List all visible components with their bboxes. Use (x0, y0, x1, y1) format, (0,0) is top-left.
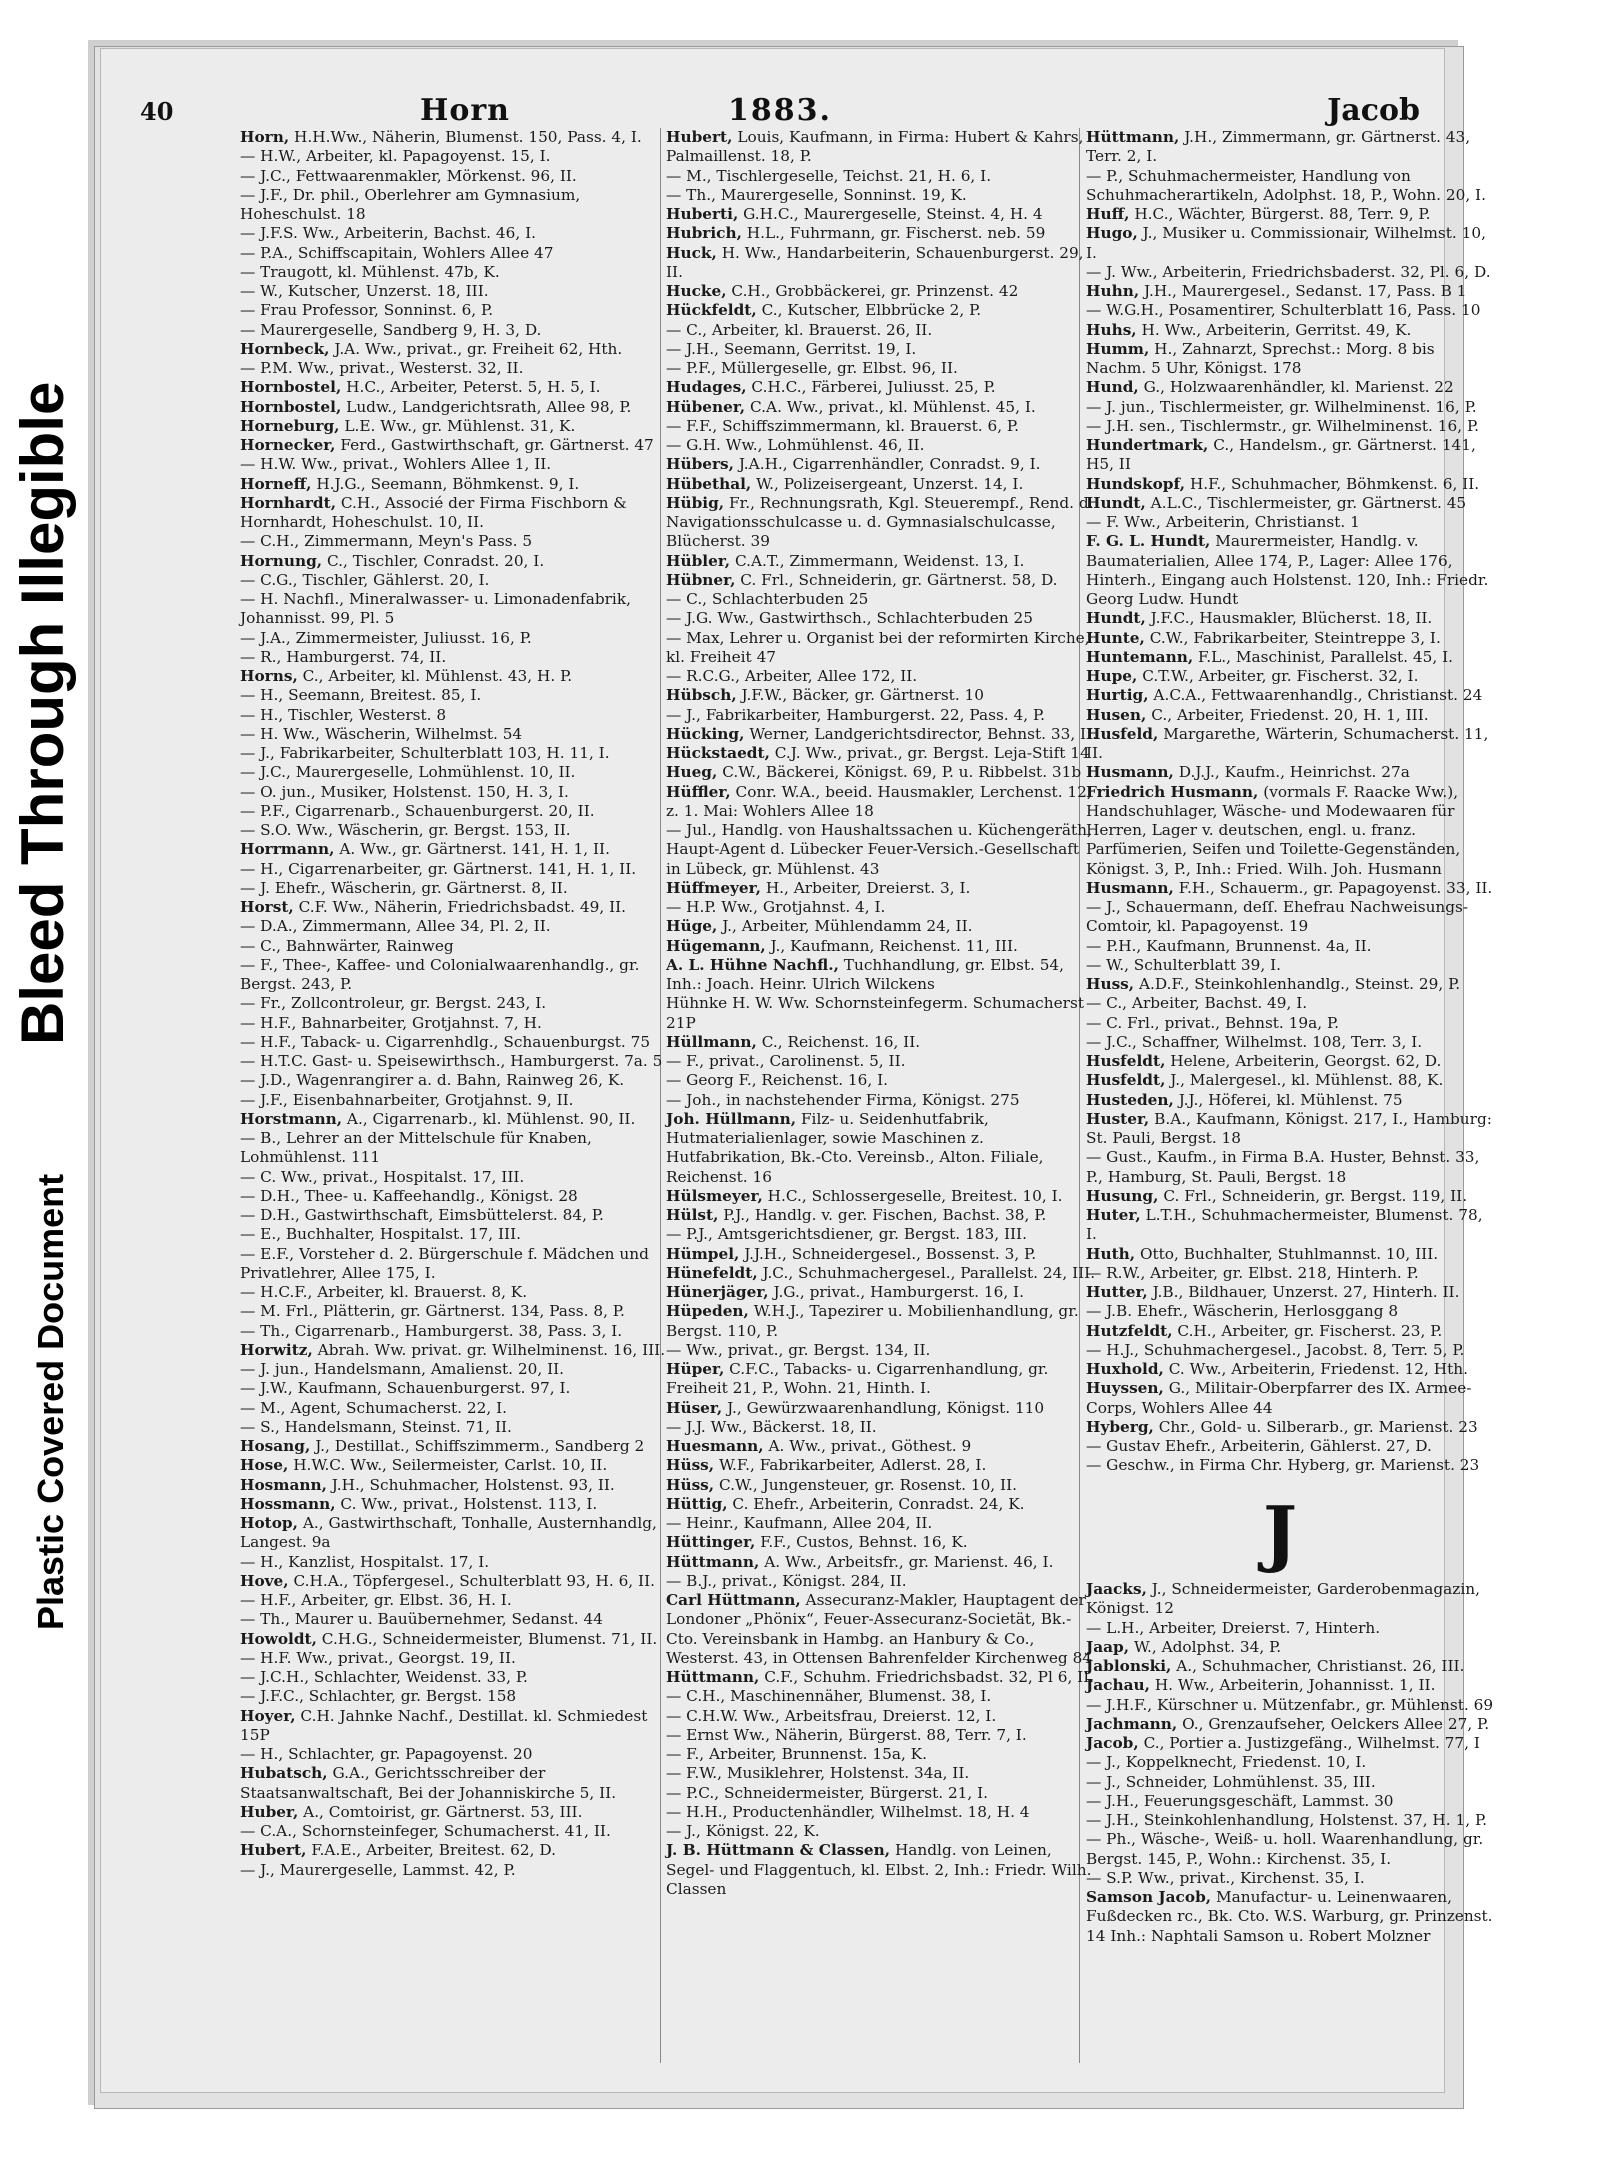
directory-entry: — J.J. Ww., Bäckerst. 18, II. (666, 1417, 877, 1436)
directory-entry: — H.F., Arbeiter, gr. Elbst. 36, H. I. (240, 1591, 512, 1609)
directory-entry: Hückfeldt, C., Kutscher, Elbbrücke 2, P. (666, 301, 982, 320)
directory-entry: — W.G.H., Posamentirer, Schulterblatt 16, Pass. 10 (1086, 301, 1481, 320)
directory-entry: Hyberg, Chr., Gold- u. Silberarb., gr. Marienst. 23 (1086, 1417, 1478, 1436)
directory-entry: — S.O. Ww., Wäscherin, gr. Bergst. 153, II. (240, 821, 571, 839)
directory-entry: Hüge, J., Arbeiter, Mühlendamm 24, II. (666, 917, 973, 936)
directory-entry: Horneff, H.J.G., Seemann, Böhmkenst. 9, I. (240, 474, 580, 493)
directory-entry: — H., Cigarrenarbeiter, gr. Gärtnerst. 141, H. 1, II. (240, 859, 637, 878)
directory-entry: — D.A., Zimmermann, Allee 34, Pl. 2, II. (240, 917, 551, 936)
directory-entry: Huhn, J.H., Maurergesel., Sedanst. 17, Pass. B 1 (1086, 282, 1467, 300)
directory-entry: Hornbeck, J.A. Ww., privat., gr. Freiheit 62, Hth. (240, 339, 623, 358)
left-running-head: Horn (420, 93, 510, 128)
directory-entry: — Gust., Kaufm., in Firma B.A. Huster, Behnst. 33, P., Hamburg, St. Pauli, Bergst. 18 (1086, 1148, 1480, 1186)
directory-entry: Hornbostel, Ludw., Landgerichtsrath, Allee 98, P. (240, 397, 632, 416)
plastic-covered-label: Plastic Covered Document (30, 1173, 71, 1630)
directory-entry: Hübler, C.A.T., Zimmermann, Weidenst. 13, I. (666, 551, 1025, 570)
directory-entry: Joh. Hüllmann, Filz- u. Seidenhutfabrik, Hutmaterialienlager, sowie Maschinen z. Hutfabrikation, Bk.-Cto. Vereinsb., Alton. Filiale, Reichenst. 16 (666, 1109, 1044, 1186)
directory-entry: — W., Schulterblatt 39, I. (1086, 955, 1282, 974)
directory-entry: Hüllmann, C., Reichenst. 16, II. (666, 1032, 921, 1051)
directory-entry: — E.F., Vorsteher d. 2. Bürgerschule f. Mädchen und Privatlehrer, Allee 175, I. (240, 1244, 649, 1282)
directory-entry: — H. Nachfl., Mineralwasser- u. Limonadenfabrik, Johannisst. 99, Pl. 5 (240, 590, 631, 628)
directory-entry: — Fr., Zollcontroleur, gr. Bergst. 243, I. (240, 994, 547, 1013)
directory-entry: — C. Frl., privat., Behnst. 19a, P. (1086, 1013, 1340, 1032)
directory-entry: — L.H., Arbeiter, Dreierst. 7, Hinterh. (1086, 1618, 1381, 1637)
directory-entry: Horstmann, A., Cigarrenarb., kl. Mühlenst. 90, II. (240, 1109, 636, 1128)
directory-entry: — B.J., privat., Königst. 284, II. (666, 1571, 907, 1590)
directory-entry: Hülst, P.J., Handlg. v. ger. Fischen, Bachst. 38, P. (666, 1206, 1047, 1224)
directory-entry: — G.H. Ww., Lohmühlenst. 46, II. (666, 436, 925, 454)
directory-entry: — C.H., Maschinennäher, Blumenst. 38, I. (666, 1687, 992, 1706)
directory-entry: — C., Schlachterbuden 25 (666, 590, 869, 608)
directory-entry: — F., Arbeiter, Brunnenst. 15a, K. (666, 1745, 927, 1763)
directory-entry: — P.F., Müllergeselle, gr. Elbst. 96, II. (666, 359, 958, 377)
directory-entry: — P.J., Amtsgerichtsdiener, gr. Bergst. 183, III. (666, 1225, 1027, 1244)
directory-entry: — C., Bahnwärter, Rainweg (240, 936, 454, 955)
directory-entry: Hübig, Fr., Rechnungsrath, Kgl. Steuerempf., Rend. d. Navigationsschulcasse u. d. Gymnasialschulcasse, Blücherst. 39 (666, 493, 1094, 551)
directory-entry: Hübers, J.A.H., Cigarrenhändler, Conradst. 9, I. (666, 455, 1041, 474)
directory-entry: — P., Schuhmachermeister, Handlung von Schuhmacherartikeln, Adolphst. 18, P., Wohn. 20, I. (1086, 166, 1486, 204)
directory-entry: Hüffmeyer, H., Arbeiter, Dreierst. 3, I. (666, 878, 971, 897)
directory-entry: Huber, A., Comtoirist, gr. Gärtnerst. 53, III. (240, 1802, 583, 1821)
directory-entry: — S.P. Ww., privat., Kirchenst. 35, I. (1086, 1868, 1365, 1887)
directory-entry: Hotop, A., Gastwirthschaft, Tonhalle, Austernhandlg, Langest. 9a (240, 1514, 657, 1552)
directory-entry: — J.F.S. Ww., Arbeiterin, Bachst. 46, I. (240, 224, 536, 243)
directory-entry: — H.J., Schuhmachergesel., Jacobst. 8, Terr. 5, P. (1086, 1340, 1465, 1359)
directory-entry: — J.H. sen., Tischlermstr., gr. Wilhelminenst. 16, P. (1086, 416, 1480, 435)
directory-entry: — Frau Professor, Sonninst. 6, P. (240, 301, 494, 320)
directory-entry: Hübner, C. Frl., Schneiderin, gr. Gärtnerst. 58, D. (666, 570, 1058, 589)
directory-entry: — H.F., Taback- u. Cigarrenhdlg., Schauenburgst. 75 (240, 1032, 651, 1051)
directory-entry: — H.W. Ww., privat., Wohlers Allee 1, II. (240, 455, 552, 474)
directory-entry: — Gustav Ehefr., Arbeiterin, Gählerst. 27, D. (1086, 1437, 1432, 1455)
directory-entry: — D.H., Thee- u. Kaffeehandlg., Königst. 28 (240, 1186, 578, 1205)
year-heading: 1883. (728, 93, 832, 128)
directory-entry: — J., Fabrikarbeiter, Schulterblatt 103, H. 11, I. (240, 744, 610, 762)
directory-entry: Hubatsch, G.A., Gerichtsschreiber der Staatsanwaltschaft, Bei der Johanniskirche 5, II. (240, 1764, 617, 1802)
directory-entry: Huff, H.C., Wächter, Bürgerst. 88, Terr. 9, P. (1086, 205, 1431, 223)
directory-entry: — J.F., Eisenbahnarbeiter, Grotjahnst. 9, II. (240, 1090, 574, 1109)
directory-entry: Hüttig, C. Ehefr., Arbeiterin, Conradst. 24, K. (666, 1494, 1025, 1513)
directory-entry: Hühnke H. W. Ww. Schornsteinfegerm. Schumacherst 21P (666, 994, 1084, 1032)
directory-entry: Huth, Otto, Buchhalter, Stuhlmannst. 10, III. (1086, 1244, 1439, 1263)
directory-entry: Hüser, J., Gewürzwaarenhandlung, Königst. 110 (666, 1398, 1045, 1417)
directory-entry: Huss, A.D.F., Steinkohlenhandlg., Steinst. 29, P. (1086, 975, 1461, 993)
directory-entry: Husfeld, Margarethe, Wärterin, Schumacherst. 11, II. (1086, 724, 1489, 762)
directory-entry: — H., Tischler, Westerst. 8 (240, 705, 447, 724)
directory-entry: — C.A., Schornsteinfeger, Schumacherst. 41, II. (240, 1822, 611, 1840)
directory-entry: — Jul., Handlg. von Haushaltssachen u. Küchengeräth, Haupt-Agent d. Lübecker Feuer-Versich.-Gesellschaft in Lübeck, gr. Mühlenst. 43 (666, 821, 1092, 878)
directory-entry: Hüpeden, W.H.J., Tapezirer u. Mobilienhandlung, gr. Bergst. 110, P. (666, 1302, 1079, 1340)
directory-entry: Hücking, Werner, Landgerichtsdirector, Behnst. 33, II. (666, 724, 1097, 743)
directory-entry: Hove, C.H.A., Töpfergesel., Schulterblatt 93, H. 6, II. (240, 1571, 655, 1590)
directory-entry: — W., Kutscher, Unzerst. 18, III. (240, 282, 489, 300)
directory-column-right (1086, 128, 1496, 1476)
directory-entry: — Traugott, kl. Mühlenst. 47b, K. (240, 262, 500, 281)
directory-entry: — J., Maurergeselle, Lammst. 42, P. (240, 1860, 516, 1879)
directory-entry: — H.C.F., Arbeiter, kl. Brauerst. 8, K. (240, 1283, 528, 1301)
directory-entry: Howoldt, C.H.G., Schneidermeister, Blumenst. 71, II. (240, 1629, 658, 1648)
directory-entry: — M., Tischlergeselle, Teichst. 21, H. 6, I. (666, 166, 992, 185)
directory-entry: — P.H., Kaufmann, Brunnenst. 4a, II. (1086, 936, 1372, 955)
directory-entry: — F., Thee-, Kaffee- und Colonialwaarenhandlg., gr. Bergst. 243, P. (240, 955, 640, 993)
directory-column-left (240, 128, 672, 1880)
directory-entry: — Georg F., Reichenst. 16, I. (666, 1071, 889, 1090)
directory-entry: J. B. Hüttmann & Classen, Handlg. von Leinen, Segel- und Flaggentuch, kl. Elbst. 2, Inh.: Friedr. Wilh. Classen (666, 1841, 1092, 1898)
directory-entry: — M., Agent, Schumacherst. 22, I. (240, 1398, 508, 1417)
directory-entry: — H., Kanzlist, Hospitalst. 17, I. (240, 1552, 490, 1571)
directory-entry: Huntemann, F.L., Maschinist, Parallelst. 45, I. (1086, 647, 1453, 666)
directory-entry: — Heinr., Kaufmann, Allee 204, II. (666, 1514, 933, 1532)
directory-entry: Hubert, Louis, Kaufmann, in Firma: Hubert & Kahrs, Palmaillenst. 18, P. (666, 128, 1084, 166)
directory-entry: — S., Handelsmann, Steinst. 71, II. (240, 1417, 512, 1436)
directory-entry: Husmann, F.H., Schauerm., gr. Papagoyenst. 33, II. (1086, 878, 1493, 897)
directory-entry: Huster, B.A., Kaufmann, Königst. 217, I., Hamburg: St. Pauli, Bergst. 18 (1086, 1109, 1492, 1147)
directory-entry: Jachau, H. Ww., Arbeiterin, Johannisst. 1, II. (1086, 1676, 1436, 1695)
directory-entry: — H.T.C. Gast- u. Speisewirthsch., Hamburgerst. 7a. 5 (240, 1052, 663, 1070)
directory-entry: Hüttmann, A. Ww., Arbeitsfr., gr. Marienst. 46, I. (666, 1552, 1054, 1571)
directory-entry: Husfeldt, J., Malergesel., kl. Mühlenst. 88, K. (1086, 1071, 1444, 1090)
directory-entry: Hoyer, C.H. Jahnke Nachf., Destillat. kl. Schmiedest 15P (240, 1706, 648, 1744)
directory-entry: — C.H.W. Ww., Arbeitsfrau, Dreierst. 12, I. (666, 1706, 997, 1725)
directory-entry: — J.H.F., Kürschner u. Mützenfabr., gr. Mühlenst. 69 (1086, 1695, 1494, 1714)
directory-entry: — F., privat., Carolinenst. 5, II. (666, 1052, 906, 1070)
directory-entry: — J.C.H., Schlachter, Weidenst. 33, P. (240, 1668, 528, 1686)
directory-entry: — H.F. Ww., privat., Georgst. 19, II. (240, 1648, 516, 1667)
directory-entry: Horst, C.F. Ww., Näherin, Friedrichsbadst. 49, II. (240, 898, 627, 916)
directory-entry: Hünerjäger, J.G., privat., Hamburgerst. 16, I. (666, 1283, 1024, 1301)
directory-entry: — C., Arbeiter, kl. Brauerst. 26, II. (666, 320, 933, 339)
directory-entry: — F.W., Musiklehrer, Holstenst. 34a, II. (666, 1764, 970, 1783)
directory-entry: Friedrich Husmann, (vormals F. Raacke Ww.), Handschuhlager, Wäsche- und Modewaaren für Herren, Lager v. deutschen, engl. u. franz. Parfümerien, Seifen und Toilette-Gegenständen, Königst. 3, P., Inh.: Fried. Wilh. Joh. Husmann (1086, 782, 1461, 878)
directory-entry: Hutter, J.B., Bildhauer, Unzerst. 27, Hinterh. II. (1086, 1283, 1460, 1301)
directory-entry: Horneburg, L.E. Ww., gr. Mühlenst. 31, K. (240, 416, 576, 435)
directory-entry: — J., Schneider, Lohmühlenst. 35, III. (1086, 1772, 1376, 1791)
directory-entry: — J.B. Ehefr., Wäscherin, Herlosggang 8 (1086, 1302, 1399, 1321)
directory-entry: Hunte, C.W., Fabrikarbeiter, Steintreppe 3, I. (1086, 628, 1441, 647)
directory-entry: Husen, C., Arbeiter, Friedenst. 20, H. 1, III. (1086, 705, 1429, 724)
directory-entry: — C.G., Tischler, Gählerst. 20, I. (240, 570, 490, 589)
directory-entry: Hüttmann, J.H., Zimmermann, gr. Gärtnerst. 43, Terr. 2, I. (1086, 128, 1471, 166)
directory-entry: Hugo, J., Musiker u. Commissionair, Wilhelmst. 10, I. (1086, 224, 1486, 262)
directory-entry: Hose, H.W.C. Ww., Seilermeister, Carlst. 10, II. (240, 1456, 608, 1475)
directory-entry: Hucke, C.H., Grobbäckerei, gr. Prinzenst. 42 (666, 282, 1019, 300)
directory-entry: Hosang, J., Destillat., Schiffszimmerm., Sandberg 2 (240, 1437, 645, 1455)
directory-entry: — Th., Maurergeselle, Sonninst. 19, K. (666, 185, 967, 204)
directory-entry: — Th., Maurer u. Bauübernehmer, Sedanst. 44 (240, 1610, 603, 1629)
directory-entry: Horns, C., Arbeiter, kl. Mühlenst. 43, H. P. (240, 667, 573, 685)
scan-label-sidebar (0, 0, 95, 2177)
directory-entry: Hossmann, C. Ww., privat., Holstenst. 113, I. (240, 1494, 598, 1513)
directory-entry: — C. Ww., privat., Hospitalst. 17, III. (240, 1167, 525, 1186)
directory-entry: — H.F., Bahnarbeiter, Grotjahnst. 7, H. (240, 1013, 542, 1032)
directory-entry: — J., Fabrikarbeiter, Hamburgerst. 22, Pass. 4, P. (666, 705, 1046, 724)
directory-entry: — E., Buchhalter, Hospitalst. 17, III. (240, 1225, 521, 1244)
directory-entry: Hückstaedt, C.J. Ww., privat., gr. Bergst. Leja-Stift 14 (666, 744, 1090, 762)
directory-entry: — J.C., Fettwaarenmakler, Mörkenst. 96, II. (240, 166, 577, 185)
directory-entry: — B., Lehrer an der Mittelschule für Knaben, Lohmühlenst. 111 (240, 1129, 592, 1167)
directory-entry: Horwitz, Abrah. Ww. privat. gr. Wilhelminenst. 16, III. (240, 1340, 666, 1359)
directory-entry: — J.H., Seemann, Gerritst. 19, I. (666, 339, 917, 358)
directory-entry: — J., Koppelknecht, Friedenst. 10, I. (1086, 1753, 1367, 1772)
directory-entry: — H.P. Ww., Grotjahnst. 4, I. (666, 898, 886, 916)
directory-entry: Husfeldt, Helene, Arbeiterin, Georgst. 62, D. (1086, 1052, 1442, 1070)
directory-entry: Hundt, J.F.C., Hausmakler, Blücherst. 18, II. (1086, 609, 1433, 628)
directory-entry: Jacob, C., Portier a. Justizgefäng., Wilhelmst. 77, I (1086, 1734, 1480, 1752)
directory-entry: Hünefeldt, J.C., Schuhmachergesel., Parallelst. 24, III. (666, 1263, 1096, 1282)
directory-entry: Hubrich, H.L., Fuhrmann, gr. Fischerst. neb. 59 (666, 224, 1046, 243)
directory-entry: — H., Seemann, Breitest. 85, I. (240, 686, 482, 705)
directory-entry: Hundertmark, C., Handelsm., gr. Gärtnerst. 141, H5, II (1086, 436, 1476, 474)
directory-entry: Huesmann, A. Ww., privat., Göthest. 9 (666, 1437, 972, 1455)
directory-entry: — F. Ww., Arbeiterin, Christianst. 1 (1086, 513, 1360, 531)
directory-entry: — F.F., Schiffszimmermann, kl. Brauerst. 6, P. (666, 416, 1019, 435)
directory-entry: — Joh., in nachstehender Firma, Königst. 275 (666, 1090, 1020, 1109)
directory-entry: Hubert, F.A.E., Arbeiter, Breitest. 62, D. (240, 1841, 556, 1860)
directory-entry: — H.H., Productenhändler, Wilhelmst. 18, H. 4 (666, 1802, 1030, 1821)
directory-entry: — H., Schlachter, gr. Papagoyenst. 20 (240, 1745, 533, 1763)
directory-entry: Hundskopf, H.F., Schuhmacher, Böhmkenst. 6, II. (1086, 474, 1480, 493)
directory-entry: — J. Ehefr., Wäscherin, gr. Gärtnerst. 8, II. (240, 878, 568, 897)
directory-entry: — Geschw., in Firma Chr. Hyberg, gr. Marienst. 23 (1086, 1456, 1480, 1475)
directory-entry: — Ernst Ww., Näherin, Bürgerst. 88, Terr. 7, I. (666, 1725, 1027, 1744)
directory-entry: Carl Hüttmann, Assecuranz-Makler, Hauptagent der Londoner „Phönix“, Feuer-Assecuranz-Societät, Bk.-Cto. Vereinsbank in Hambg. an Hanbury & Co., Westerst. 43, in Ottensen Bahrenfelder Kirchenweg 84 (666, 1591, 1093, 1667)
directory-entry: Hund, G., Holzwaarenhändler, kl. Marienst. 22 (1086, 378, 1454, 397)
directory-entry: Hüttinger, F.F., Custos, Behnst. 16, K. (666, 1533, 968, 1552)
directory-entry: A. L. Hühne Nachfl., Tuchhandlung, gr. Elbst. 54, Inh.: Joach. Heinr. Ulrich Wilckens (666, 955, 1065, 993)
directory-entry: Husteden, J.J., Höferei, kl. Mühlenst. 75 (1086, 1090, 1403, 1109)
directory-entry: — J.C., Schaffner, Wilhelmst. 108, Terr. 3, I. (1086, 1032, 1423, 1051)
directory-entry: Hüss, C.W., Jungensteuer, gr. Rosenst. 10, II. (666, 1475, 1017, 1494)
directory-entry: — J.A., Zimmermeister, Juliusst. 16, P. (240, 628, 532, 647)
directory-entry: — O. jun., Musiker, Holstenst. 150, H. 3, I. (240, 782, 569, 801)
directory-entry: — J.W., Kaufmann, Schauenburgerst. 97, I. (240, 1379, 571, 1398)
directory-entry: — P.F., Cigarrenarb., Schauenburgerst. 20, II. (240, 801, 595, 820)
directory-entry: — Ww., privat., gr. Bergst. 134, II. (666, 1340, 931, 1359)
directory-entry: Hornung, C., Tischler, Conradst. 20, I. (240, 551, 545, 570)
directory-column-right-j (1086, 1580, 1496, 1946)
directory-entry: Horn, H.H.Ww., Näherin, Blumenst. 150, Pass. 4, I. (240, 128, 642, 146)
directory-entry: — J., Schauermann, deſſ. Ehefrau Nachweisungs-Comtoir, kl. Papagoyenst. 19 (1086, 898, 1469, 936)
directory-entry: — D.H., Gastwirthschaft, Eimsbüttelerst. 84, P. (240, 1206, 604, 1224)
directory-entry: Hümpel, J.J.H., Schneidergesel., Bossenst. 3, P. (666, 1244, 1037, 1263)
bleed-through-label: Bleed Through Illegible (9, 381, 76, 1045)
page-number: 40 (140, 97, 174, 126)
directory-entry: Hornhardt, C.H., Associé der Firma Fischborn & Hornhardt, Hoheschulst. 10, II. (240, 493, 627, 531)
directory-entry: Hülsmeyer, H.C., Schlossergeselle, Breitest. 10, I. (666, 1186, 1063, 1205)
directory-entry: — Max, Lehrer u. Organist bei der reformirten Kirche, kl. Freiheit 47 (666, 628, 1090, 666)
directory-entry: — J.C., Maurergeselle, Lohmühlenst. 10, II. (240, 763, 576, 782)
directory-entry: — Maurergeselle, Sandberg 9, H. 3, D. (240, 320, 542, 339)
directory-entry: — R.W., Arbeiter, gr. Elbst. 218, Hinterh. P. (1086, 1263, 1419, 1282)
directory-entry: — Th., Cigarrenarb., Hamburgerst. 38, Pass. 3, I. (240, 1321, 623, 1340)
directory-entry: — H. Ww., Wäscherin, Wilhelmst. 54 (240, 724, 523, 743)
directory-entry: Hurtig, A.C.A., Fettwaarenhandlg., Christianst. 24 (1086, 686, 1483, 705)
directory-entry: — J.G. Ww., Gastwirthsch., Schlachterbuden 25 (666, 609, 1033, 628)
directory-entry: Hupe, C.T.W., Arbeiter, gr. Fischerst. 32, I. (1086, 667, 1419, 685)
directory-entry: — J. jun., Tischlermeister, gr. Wilhelminenst. 16, P. (1086, 397, 1477, 416)
right-running-head: Jacob (1327, 93, 1420, 128)
directory-entry: Hügemann, J., Kaufmann, Reichenst. 11, III. (666, 936, 1018, 955)
directory-entry: Hübsch, J.F.W., Bäcker, gr. Gärtnerst. 10 (666, 686, 985, 705)
directory-entry: Samson Jacob, Manufactur- u. Leinenwaaren, Fußdecken rc., Bk. Cto. W.S. Warburg, gr. Prinzenst. 14 Inh.: Naphtali Samson u. Robert Molzner (1086, 1888, 1493, 1945)
directory-entry: — R., Hamburgerst. 74, II. (240, 647, 447, 666)
directory-entry: Huyssen, G., Militair-Oberpfarrer des IX. Armee-Corps, Wohlers Allee 44 (1086, 1379, 1472, 1417)
directory-entry: Jaacks, J., Schneidermeister, Garderobenmagazin, Königst. 12 (1086, 1580, 1480, 1618)
directory-entry: — J. Ww., Arbeiterin, Friedrichsbaderst. 32, Pl. 6, D. (1086, 262, 1491, 281)
directory-entry: Huhs, H. Ww., Arbeiterin, Gerritst. 49, K. (1086, 320, 1412, 339)
directory-entry: Husmann, D.J.J., Kaufm., Heinrichst. 27a (1086, 763, 1410, 782)
directory-entry: Huck, H. Ww., Handarbeiterin, Schauenburgerst. 29, II. (666, 243, 1084, 281)
directory-entry: — P.M. Ww., privat., Westerst. 32, II. (240, 359, 524, 377)
directory-entry: — M. Frl., Plätterin, gr. Gärtnerst. 134, Pass. 8, P. (240, 1302, 625, 1321)
directory-entry: Hundt, A.L.C., Tischlermeister, gr. Gärtnerst. 45 (1086, 493, 1467, 512)
directory-entry: Hueg, C.W., Bäckerei, Königst. 69, P. u. Ribbelst. 31b (666, 763, 1082, 782)
directory-column-middle (666, 128, 1098, 1899)
directory-entry: — P.A., Schiffscapitain, Wohlers Allee 47 (240, 243, 554, 262)
page-header (140, 93, 1420, 129)
directory-entry: — H.W., Arbeiter, kl. Papagoyenst. 15, I. (240, 147, 551, 166)
directory-entry: Hüttmann, C.F., Schuhm. Friedrichsbadst. 32, Pl 6, II. (666, 1668, 1095, 1686)
directory-entry: — J., Königst. 22, K. (666, 1822, 820, 1840)
directory-entry: Hüper, C.F.C., Tabacks- u. Cigarrenhandlung, gr. Freiheit 21, P., Wohn. 21, Hinth. I. (666, 1360, 1049, 1398)
directory-entry: — C.H., Zimmermann, Meyn's Pass. 5 (240, 532, 533, 551)
directory-entry: F. G. L. Hundt, Maurermeister, Handlg. v. Baumaterialien, Allee 174, P., Lager: Allee 176, Hinterh., Eingang auch Holstenst. 120, Inh.: Friedr. Georg Ludw. Hundt (1086, 532, 1489, 608)
directory-entry: Jachmann, O., Grenzaufseher, Oelckers Allee 27, P. (1086, 1714, 1490, 1733)
directory-entry: — J.F.C., Schlachter, gr. Bergst. 158 (240, 1687, 517, 1706)
directory-entry: Hüss, W.F., Fabrikarbeiter, Adlerst. 28, I. (666, 1456, 987, 1475)
directory-entry: Horrmann, A. Ww., gr. Gärtnerst. 141, H. 1, II. (240, 840, 610, 859)
directory-entry: Hüffler, Conr. W.A., beeid. Hausmakler, Lerchenst. 12, z. 1. Mai: Wohlers Allee 18 (666, 782, 1092, 820)
directory-entry: Humm, H., Zahnarzt, Sprechst.: Morg. 8 bis Nachm. 5 Uhr, Königst. 178 (1086, 339, 1435, 377)
directory-entry: — J.H., Feuerungsgeschäft, Lammst. 30 (1086, 1791, 1394, 1810)
directory-entry: — J.D., Wagenrangirer a. d. Bahn, Rainweg 26, K. (240, 1071, 625, 1090)
directory-entry: — J.F., Dr. phil., Oberlehrer am Gymnasium, Hoheschulst. 18 (240, 185, 581, 223)
directory-entry: Jaap, W., Adolphst. 34, P. (1086, 1637, 1282, 1656)
directory-entry: Hornbostel, H.C., Arbeiter, Peterst. 5, H. 5, I. (240, 378, 601, 397)
directory-entry: — R.C.G., Arbeiter, Allee 172, II. (666, 667, 918, 685)
directory-entry: Hübethal, W., Polizeisergeant, Unzerst. 14, I. (666, 474, 1024, 493)
directory-entry: Hutzfeldt, C.H., Arbeiter, gr. Fischerst. 23, P. (1086, 1321, 1443, 1340)
directory-entry: — P.C., Schneidermeister, Bürgerst. 21, I. (666, 1783, 989, 1802)
directory-entry: Hosmann, J.H., Schuhmacher, Holstenst. 93, II. (240, 1475, 615, 1494)
directory-entry: Hudages, C.H.C., Färberei, Juliusst. 25, P. (666, 378, 996, 397)
directory-entry: — C., Arbeiter, Bachst. 49, I. (1086, 994, 1308, 1013)
directory-entry: Huberti, G.H.C., Maurergeselle, Steinst. 4, H. 4 (666, 205, 1043, 223)
directory-entry: — Ph., Wäsche-, Weiß- u. holl. Waarenhandlung, gr. Bergst. 145, P., Wohn.: Kirchenst. 35, I. (1086, 1830, 1484, 1868)
directory-entry: Jablonski, A., Schuhmacher, Christianst. 26, III. (1086, 1657, 1465, 1675)
directory-entry: — J.H., Steinkohlenhandlung, Holstenst. 37, H. 1, P. (1086, 1811, 1488, 1829)
directory-entry: Hornecker, Ferd., Gastwirthschaft, gr. Gärtnerst. 47 (240, 436, 654, 454)
directory-entry: Huter, L.T.H., Schuhmachermeister, Blumenst. 78, I. (1086, 1206, 1483, 1244)
directory-entry: Husung, C. Frl., Schneiderin, gr. Bergst. 119, II. (1086, 1186, 1468, 1205)
directory-entry: Hübener, C.A. Ww., privat., kl. Mühlenst. 45, I. (666, 397, 1036, 416)
directory-entry: — J. jun., Handelsmann, Amalienst. 20, II. (240, 1360, 565, 1378)
directory-entry: Huxhold, C. Ww., Arbeiterin, Friedenst. 12, Hth. (1086, 1360, 1468, 1378)
section-letter-heading: J (1262, 1490, 1298, 1575)
